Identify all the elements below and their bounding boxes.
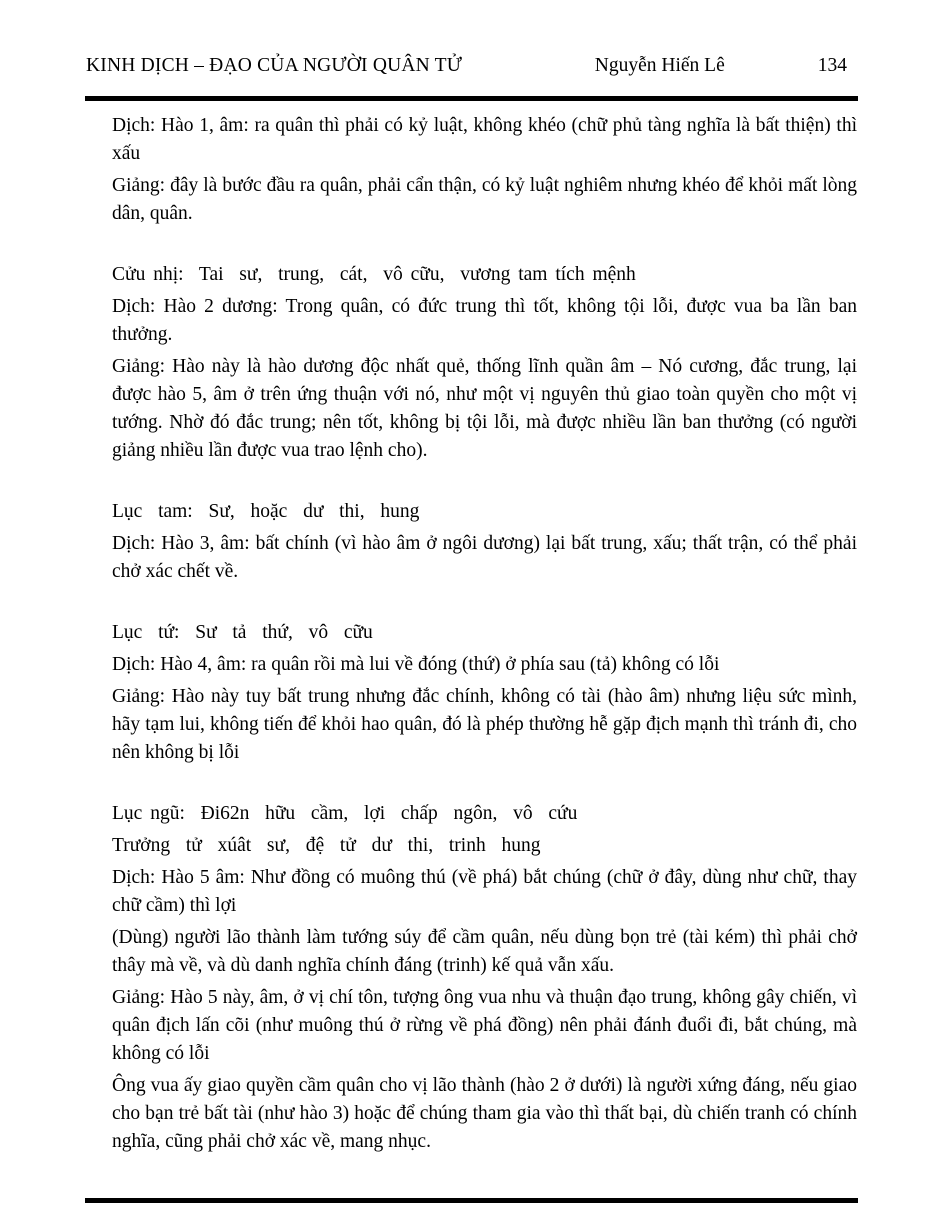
paragraph: Dịch: Hào 5 âm: Như đồng có muông thú (về phá) bắt chúng (chữ ở đây, dùng như chữ, thay chữ cầm) thì lợi: [112, 867, 857, 916]
paragraph: Giảng: đây là bước đầu ra quân, phải cẩn thận, có kỷ luật nghiêm nhưng khéo để khỏi mất lòng dân, quân.: [112, 175, 857, 224]
footer-rule: [85, 1198, 858, 1203]
oracle-line: Cửu nhị: Tai sư, trung, cát, vô cữu, vương tam tích mệnh: [112, 264, 636, 285]
paragraph: Ông vua ấy giao quyền cầm quân cho vị lão thành (hào 2 ở dưới) là người xứng đáng, nếu giao cho bạn trẻ bất tài (như hào 3) hoặc để chúng tham gia vào thì thất bại, dù chiến tranh có chính nghĩa, cũng phải chở xác về, mang nhục.: [112, 1075, 857, 1152]
book-title: KINH DỊCH – ĐẠO CỦA NGƯỜI QUÂN TỬ: [86, 55, 463, 76]
paragraph: Giảng: Hào này tuy bất trung nhưng đắc chính, không có tài (hào âm) nhưng liệu sức mình, hãy tạm lui, không tiến để khỏi hao quân, đó là phép thường hễ gặp địch mạnh thì tránh đi, cho nên không bị lỗi: [112, 686, 857, 763]
oracle-line: Trưởng tử xúât sư, đệ tử dư thi, trinh hung: [112, 835, 541, 856]
paragraph: Dịch: Hào 4, âm: ra quân rồi mà lui về đóng (thứ) ở phía sau (tả) không có lỗi: [112, 654, 720, 675]
page-content: [0, 101, 935, 1156]
paragraph: Dịch: Hào 2 dương: Trong quân, có đức trung thì tốt, không tội lỗi, được vua ba lần ban thưởng.: [112, 296, 857, 345]
oracle-line: Lục tam: Sư, hoặc dư thi, hung: [112, 501, 420, 522]
oracle-line: Lục ngũ: Đi62n hữu cầm, lợi chấp ngôn, vô cứu: [112, 803, 578, 824]
oracle-line: Lục tứ: Sư tả thứ, vô cữu: [112, 622, 373, 643]
paragraph: Dịch: Hào 3, âm: bất chính (vì hào âm ở ngôi dương) lại bất trung, xấu; thất trận, có thể phải chở xác chết về.: [112, 533, 857, 582]
paragraph: Giảng: Hào 5 này, âm, ở vị chí tôn, tượng ông vua nhu và thuận đạo trung, không gây chiến, vì quân địch lấn cõi (như muông thú ở rừng về phá đồng) nên phải đánh đuổi đi, bắt chúng, mà không có lỗi: [112, 987, 857, 1064]
author-name: Nguyễn Hiến Lê: [594, 55, 725, 76]
paragraph: Giảng: Hào này là hào dương độc nhất quẻ, thống lĩnh quần âm – Nó cương, đắc trung, lại được hào 5, âm ở trên ứng thuận với nó, như một vị nguyên thủ giao toàn quyền cho một vị tướng. Nhờ đó đắc trung; nên tốt, không bị tội lỗi, mà được nhiều lần ban thưởng (có người giảng nhiều lần được vua trao lệnh cho).: [112, 356, 857, 461]
paragraph: (Dùng) người lão thành làm tướng súy để cầm quân, nếu dùng bọn trẻ (tài kém) thì phải chở thây mà về, và dù danh nghĩa chính đáng (trinh) kế quả vẫn xấu.: [112, 927, 857, 976]
page-number: 134: [817, 55, 847, 76]
page-header: [0, 0, 935, 80]
paragraph: Dịch: Hào 1, âm: ra quân thì phải có kỷ luật, không khéo (chữ phủ tàng nghĩa là bất thiện) thì xấu: [112, 115, 857, 164]
